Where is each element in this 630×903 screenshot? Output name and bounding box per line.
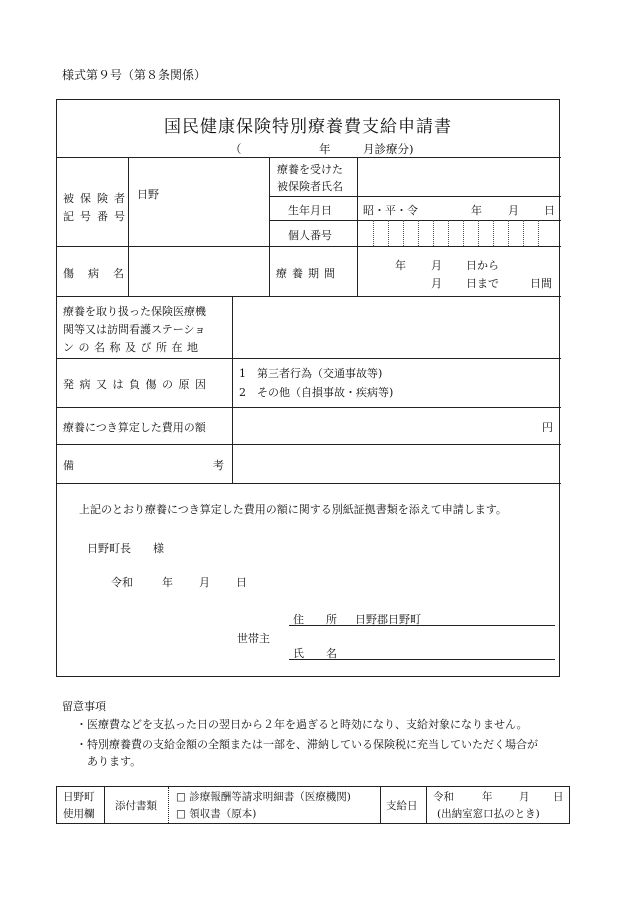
col-divider xyxy=(357,157,358,296)
note-item: ・医療費などを支払った日の翌日から２年を過ぎると時効になり、支給対象になりません。 xyxy=(76,718,528,731)
period-days: 日間 xyxy=(530,277,552,290)
form-number: 様式第９号（第８条関係） xyxy=(62,68,207,82)
attachments-label: 添付書類 xyxy=(115,800,157,812)
period-month: 月診療分) xyxy=(363,142,414,156)
declaration-text: 上記のとおり療養につき算定した費用の額に関する別紙証拠書類を添えて申請します。 xyxy=(79,503,507,516)
office-use-strip xyxy=(56,786,570,824)
cause-option-2: 2 その他（自損事故・疾病等) xyxy=(239,386,394,399)
digit-divider xyxy=(448,220,449,246)
col-divider xyxy=(232,296,233,483)
digit-divider xyxy=(388,220,389,246)
col-divider xyxy=(269,157,270,296)
form-title: 国民健康保険特別療養費支給申請書 xyxy=(164,117,452,137)
birth-day: 日 xyxy=(544,204,555,217)
insured-label-1: 被保険者 xyxy=(63,192,131,205)
note-item: あります。 xyxy=(76,755,142,768)
row-divider xyxy=(57,157,561,158)
illness-label: 傷病名 xyxy=(63,267,138,280)
insured-number-value: 日野 xyxy=(137,188,159,201)
patient-name-label-1: 療養を受けた xyxy=(277,163,343,176)
digit-divider xyxy=(493,220,494,246)
digit-divider xyxy=(403,220,404,246)
col-divider xyxy=(104,787,105,823)
birth-month: 月 xyxy=(508,204,519,217)
era-options: 昭・平・令 xyxy=(363,204,418,217)
provider-label-3: ンの名称及び所在地 xyxy=(63,341,203,354)
cost-label: 療養につき算定した費用の額 xyxy=(63,421,206,434)
attachment-receipt: □ 領収書（原本) xyxy=(176,808,257,820)
remarks-label-right: 考 xyxy=(213,459,224,472)
period-to-month: 月 xyxy=(431,277,442,290)
birth-date-label: 生年月日 xyxy=(288,204,332,217)
householder-label: 世帯主 xyxy=(237,632,270,645)
row-divider xyxy=(57,296,561,297)
cause-label: 発病又は負傷の原因 xyxy=(63,378,212,391)
application-form xyxy=(56,99,560,677)
row-divider xyxy=(269,220,561,221)
digit-divider xyxy=(508,220,509,246)
provider-label-2: 関等又は訪問看護ステーショ xyxy=(63,323,206,336)
row-divider xyxy=(57,444,561,445)
date-day: 日 xyxy=(236,576,247,589)
note-item: ・特別療養費の支給金額の全額または一部を、滞納している保険税に充当していただく場合が xyxy=(76,738,538,751)
row-divider xyxy=(57,407,561,408)
provider-label-1: 療養を取り扱った保険医療機 xyxy=(63,305,206,318)
row-divider xyxy=(57,246,561,247)
digit-divider xyxy=(418,220,419,246)
digit-divider xyxy=(478,220,479,246)
digit-divider xyxy=(433,220,434,246)
patient-name-label-2: 被保険者氏名 xyxy=(277,180,343,193)
period-from-month: 月 xyxy=(431,259,442,272)
birth-year: 年 xyxy=(471,204,482,217)
office-use-label-1: 日野町 xyxy=(63,791,95,803)
address-value: 日野郡日野町 xyxy=(355,613,421,626)
attachment-statement: □ 診療報酬等請求明細書（医療機関) xyxy=(176,791,351,803)
insured-label-2: 記号番号 xyxy=(63,210,131,223)
col-divider xyxy=(168,787,169,823)
digit-divider xyxy=(463,220,464,246)
address-underline xyxy=(289,625,555,626)
cause-option-1: 1 第三者行為（交通事故等) xyxy=(239,367,383,380)
payment-date-label: 支給日 xyxy=(386,800,418,812)
address-label: 住 所 xyxy=(293,613,337,626)
row-divider xyxy=(269,196,561,197)
row-divider xyxy=(57,358,561,359)
payment-era: 令和 xyxy=(433,791,454,803)
period-open: （ xyxy=(230,142,242,156)
digit-divider xyxy=(373,220,374,246)
period-from-day: 日から xyxy=(466,259,499,272)
payment-day: 日 xyxy=(553,791,564,803)
payment-year: 年 xyxy=(482,791,493,803)
period-from-year: 年 xyxy=(395,259,406,272)
date-era: 令和 xyxy=(111,576,133,589)
payment-month: 月 xyxy=(519,791,530,803)
remarks-label-left: 備 xyxy=(63,459,74,472)
name-underline xyxy=(289,659,555,660)
period-to-day: 日まで xyxy=(466,277,499,290)
office-use-label-2: 使用欄 xyxy=(63,808,95,820)
personal-number-label: 個人番号 xyxy=(288,229,332,242)
cost-unit: 円 xyxy=(542,421,553,434)
date-month: 月 xyxy=(199,576,210,589)
addressee: 日野町長 様 xyxy=(87,542,164,555)
payment-note: (出納室窓口払のとき) xyxy=(437,808,540,820)
date-year: 年 xyxy=(162,576,173,589)
period-year: 年 xyxy=(319,142,331,156)
row-divider xyxy=(57,483,561,484)
treatment-period-label: 療養期間 xyxy=(276,267,340,280)
notes-title: 留意事項 xyxy=(62,700,106,713)
col-divider xyxy=(426,787,427,823)
digit-divider xyxy=(523,220,524,246)
col-divider xyxy=(380,787,381,823)
name-label: 氏 名 xyxy=(293,647,337,660)
digit-divider xyxy=(538,220,539,246)
